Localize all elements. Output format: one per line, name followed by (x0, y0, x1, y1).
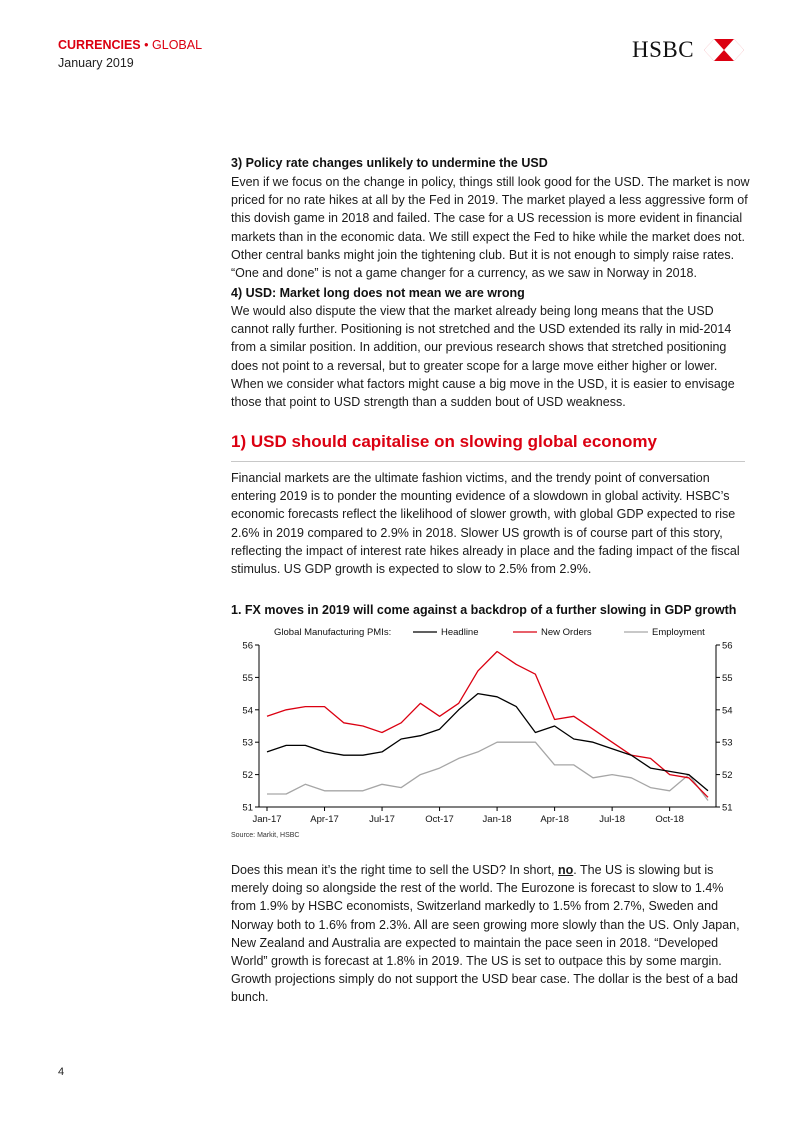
x-tick-label: Oct-18 (655, 814, 684, 825)
legend-title: Global Manufacturing PMIs: (274, 627, 392, 638)
y-tick-label-right: 55 (722, 672, 733, 684)
heading-divider (231, 461, 745, 462)
legend-new-orders (513, 627, 592, 638)
report-date: January 2019 (58, 56, 134, 70)
category-region: GLOBAL (152, 38, 203, 52)
intro-paragraph: Financial markets are the ultimate fashion victims, and the trendy point of conversation entering 2019 is to ponder the mounting evidence of a slowdown in global activity. HSBC’s economic forecasts reflect the likelihood of slower growth, with global GDP expected to rise 2.6% in 2019 compared to 2.9% in 2018. Slower US growth is of course part of this story, reflecting the impact of interest rate hikes already in place and the fading impact of the fiscal stimulus. US GDP growth is expected to slow to 2.5% from 2.9%. (231, 471, 740, 577)
closing-text-after: . The US is slowing but is merely doing so alongside the rest of the world. The Eurozone is forecast to slow to 1.4% from 1.9% by HSBC economists, Switzerland markedly to 1.5% from 2.7%, Sweden and Norway both to 1.6% from 2.3%. All are seen growing more slowly than the US. Only Japan, New Zealand and Australia are expected to maintain the pace seen in 2018. “Developed World” growth is forecast at 1.8% in 2019. The US is set to outpace this by some margin. Growth projections simply do not support the USD bear case. The dollar is the best of a bad bunch. (231, 863, 740, 1005)
y-tick-label-right: 53 (722, 737, 733, 749)
x-tick-label: Jan-17 (252, 814, 282, 825)
main-heading: 1) USD should capitalise on slowing global economy (231, 432, 658, 451)
category-label: CURRENCIES (58, 38, 141, 52)
legend-label-employment: Employment (652, 627, 705, 638)
legend-employment (624, 627, 705, 638)
x-tick-label: Apr-17 (310, 814, 339, 825)
y-tick-label-left: 54 (242, 705, 253, 717)
y-tick-label-left: 53 (242, 737, 253, 749)
page-number: 4 (58, 1066, 65, 1078)
closing-emphasis: no (558, 863, 574, 877)
x-tick-label: Jul-18 (599, 814, 626, 825)
closing-paragraph (231, 861, 751, 1007)
y-tick-label-left: 52 (242, 770, 253, 782)
series-line-new-orders (267, 652, 708, 798)
pmi-line-chart (231, 620, 745, 830)
section-text-policy-rate: Even if we focus on the change in policy, things still look good for the USD. The market is now priced for no rate hikes at all by the Fed in 2019. The market played a less aggressive form of this dovish game in 2018 and failed. The case for a US recession is more evident in financial markets than in the economic data. We still expect the Fed to hike while the market does not. Other central banks might join the tightening club. But it is not enough to simply raise rates. “One and done” is not a game changer for a currency, as we saw in Norway in 2018. (231, 175, 750, 281)
section-heading-market-long: 4) USD: Market long does not mean we are wrong (231, 286, 525, 300)
y-tick-label-right: 54 (722, 705, 733, 717)
legend-label-new-orders: New Orders (541, 627, 592, 638)
y-tick-label-left: 56 (242, 640, 253, 652)
hsbc-logo (632, 37, 744, 63)
series-line-employment (267, 742, 708, 800)
x-tick-label: Jan-18 (482, 814, 512, 825)
section-text-market-long: We would also dispute the view that the market already being long means that the USD cannot rally further. Positioning is not stretched and the USD extended its rally in mid-2014 from a similar position. In addition, our previous research shows that stretched positioning does not point to a reversal, but to greater scope for a large move either higher or lower. When we consider what factors might cause a big move in the USD, it is easier to envisage those that point to USD strength than a sudden bout of USD weakness. (231, 304, 735, 410)
legend-headline (413, 627, 479, 638)
x-tick-label: Apr-18 (540, 814, 569, 825)
y-tick-label-right: 51 (722, 802, 733, 814)
figure-title: 1. FX moves in 2019 will come against a backdrop of a further slowing in GDP growth (231, 603, 737, 617)
logo-wordmark: HSBC (632, 37, 695, 62)
category-bullet: • (144, 38, 149, 52)
x-tick-label: Oct-17 (425, 814, 454, 825)
y-tick-label-left: 51 (242, 802, 253, 814)
section-heading-policy-rate: 3) Policy rate changes unlikely to undermine the USD (231, 156, 548, 170)
report-category (58, 38, 202, 52)
legend-label-headline: Headline (441, 627, 479, 638)
x-tick-label: Jul-17 (369, 814, 395, 825)
series-line-headline (267, 694, 708, 791)
y-tick-label-right: 56 (722, 640, 733, 652)
y-tick-label-right: 52 (722, 770, 733, 782)
hexagon-logo-icon (704, 39, 744, 61)
closing-text-before: Does this mean it’s the right time to sell the USD? In short, (231, 863, 558, 877)
y-tick-label-left: 55 (242, 672, 253, 684)
figure-source: Source: Markit, HSBC (231, 832, 300, 839)
